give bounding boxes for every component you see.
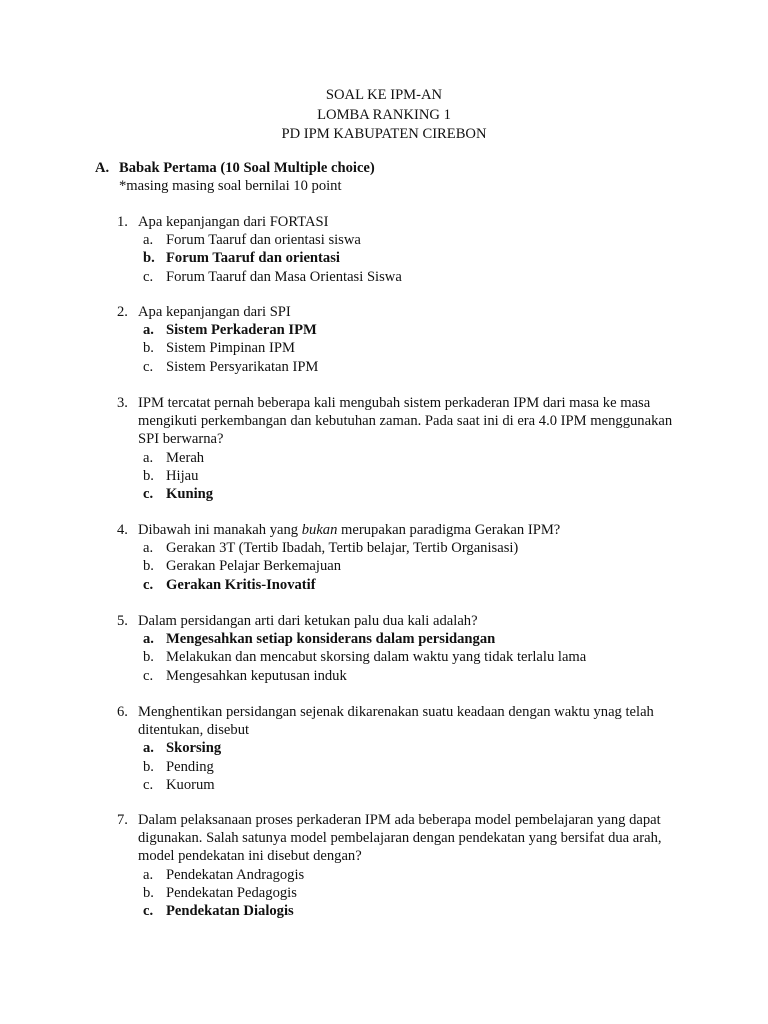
section-note: *masing masing soal bernilai 10 point [119,178,342,194]
option-letter: c. [143,358,154,375]
option-a-answer [117,321,677,339]
option-text: Sistem Perkaderan IPM [166,322,317,339]
option-text: Merah [166,449,205,466]
option-letter: a. [143,322,154,339]
option-b [117,758,677,776]
option-text: Forum Taaruf dan orientasi [166,250,340,267]
option-letter: a. [143,740,154,757]
option-letter: b. [143,649,154,666]
question-text: Apa kepanjangan dari FORTASI [138,214,329,230]
option-c [117,776,677,794]
option-list [117,866,677,921]
option-b [117,884,677,902]
section-title: Babak Pertama (10 Soal Multiple choice) [119,160,375,176]
option-a-answer [117,739,677,757]
question-text-emphasis: bukan [301,522,338,538]
option-text: Kuorum [166,776,215,793]
option-letter: b. [143,758,154,775]
option-text: Skorsing [166,740,222,757]
option-c-answer [117,485,677,503]
option-list [117,321,677,376]
option-letter: b. [143,884,154,901]
question-number: 3. [117,395,128,411]
question-text-part: merupakan paradigma Gerakan IPM? [337,522,561,538]
question-text: Dalam pelaksanaan proses perkaderan IPM ada beberapa model pembelajaran yang dapat digunakan. Salah satunya model pembelajaran dengan pendekatan yang bersifat dua arah, model pendekatan ini disebut dengan? [138,812,662,865]
option-text: Melakukan dan mencabut skorsing dalam waktu yang tidak terlalu lama [166,649,587,666]
option-list [117,630,677,685]
option-a [117,231,677,249]
option-text: Forum Taaruf dan orientasi siswa [166,232,361,249]
option-list [117,231,677,286]
option-text: Sistem Persyarikatan IPM [166,358,319,375]
option-b-answer [117,249,677,267]
option-b [117,557,677,575]
question-2 [117,303,677,376]
question-text: Apa kepanjangan dari SPI [138,304,291,320]
question-number: 5. [117,613,128,629]
option-letter: c. [143,903,154,920]
option-letter: b. [143,558,154,575]
option-a [117,866,677,884]
question-5 [117,612,677,685]
question-text-part: Dibawah ini manakah yang [138,522,302,538]
option-letter: a. [143,449,154,466]
option-text: Gerakan Pelajar Berkemajuan [166,558,342,575]
option-text: Pendekatan Pedagogis [166,884,297,901]
option-letter: a. [143,232,154,249]
option-text: Kuning [166,486,214,503]
header-line-3: PD IPM KABUPATEN CIREBON [281,126,487,142]
option-a-answer [117,630,677,648]
option-b [117,648,677,666]
option-list [117,739,677,794]
option-b [117,467,677,485]
option-text: Sistem Pimpinan IPM [166,340,295,357]
option-text: Pending [166,758,214,775]
option-letter: c. [143,486,154,503]
question-1 [117,213,677,286]
document-header [0,86,768,145]
option-c-answer [117,576,677,594]
option-letter: a. [143,631,154,648]
option-c-answer [117,902,677,920]
question-number: 2. [117,304,128,320]
option-a [117,449,677,467]
header-line-1: SOAL KE IPM-AN [325,87,443,103]
option-text: Forum Taaruf dan Masa Orientasi Siswa [166,268,402,285]
option-letter: c. [143,576,154,593]
option-c [117,667,677,685]
question-number: 1. [117,214,128,230]
option-letter: b. [143,340,154,357]
question-number: 7. [117,812,128,828]
question-6 [117,703,677,794]
option-letter: c. [143,667,154,684]
question-number: 4. [117,522,128,538]
option-c [117,358,677,376]
option-text: Hijau [166,467,199,484]
question-text [138,521,677,539]
option-text: Pendekatan Andragogis [166,866,305,883]
option-c [117,268,677,286]
option-list [117,449,677,504]
option-a [117,539,677,557]
question-4 [117,521,677,594]
header-line-2: LOMBA RANKING 1 [317,106,451,123]
option-text: Gerakan 3T (Tertib Ibadah, Tertib belajar, Tertib Organisasi) [166,540,519,557]
question-text: Dalam persidangan arti dari ketukan palu dua kali adalah? [138,613,478,629]
question-text: IPM tercatat pernah beberapa kali mengubah sistem perkaderan IPM dari masa ke masa mengikuti perkembangan dan kebutuhan zaman. Pada saat ini di era 4.0 IPM menggunakan SPI berwarna? [138,395,673,448]
question-text: Menghentikan persidangan sejenak dikarenakan suatu keadaan dengan waktu ynag telah ditentukan, disebut [138,704,654,739]
section-heading [95,159,375,178]
option-text: Gerakan Kritis-Inovatif [166,576,316,593]
option-list [117,539,677,594]
question-3 [117,394,677,503]
option-letter: c. [143,776,154,793]
option-text: Mengesahkan setiap konsiderans dalam persidangan [166,631,496,648]
option-letter: a. [143,866,154,883]
section-letter: A. [95,160,110,176]
option-text: Mengesahkan keputusan induk [166,667,347,684]
option-letter: b. [143,250,155,267]
question-number: 6. [117,704,128,720]
option-letter: b. [143,467,154,484]
option-letter: a. [143,540,154,557]
option-letter: c. [143,268,154,285]
question-7 [117,811,677,920]
option-text: Pendekatan Dialogis [166,903,294,920]
option-b [117,339,677,357]
